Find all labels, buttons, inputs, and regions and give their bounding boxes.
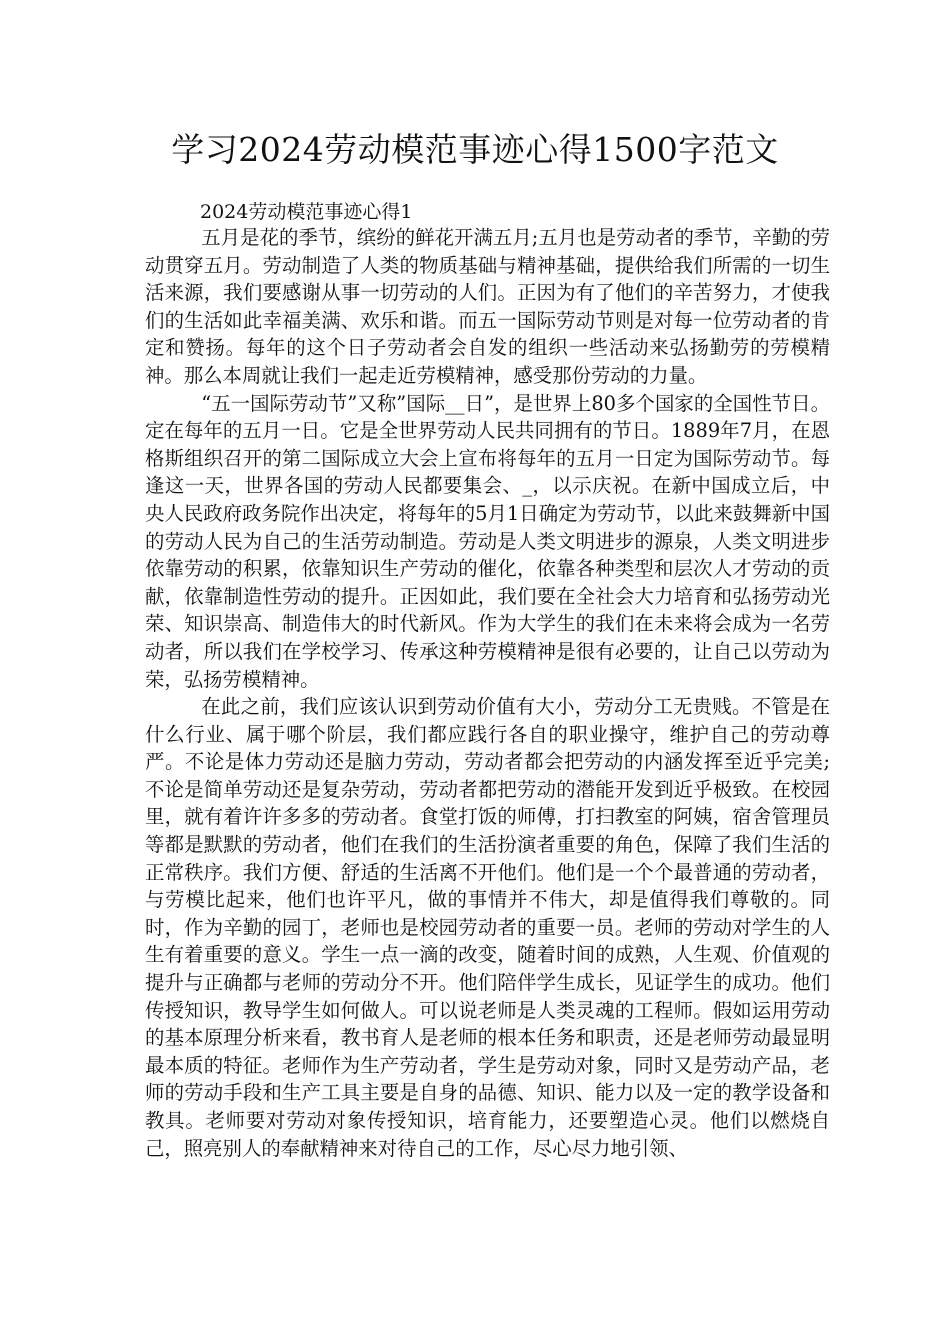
paragraph-2: “五一国际劳动节”又称”国际__日”，是世界上80多个国家的全国性节日。定在每年的五月一日。它是全世界劳动人民共同拥有的节日。1889年7月，在恩格斯组织召开的第二国际成立大会上宣布将每年的五月一日定为国际劳动节。每逢这一天，世界各国的劳动人民都要集会、_，以示庆祝。在新中国成立后，中央人民政府政务院作出决定，将每年的5月1日确定为劳动节，以此来鼓舞新中国的劳动人民为自己的生活劳动制造。劳动是人类文明进步的源泉，人类文明进步依靠劳动的积累，依靠知识生产劳动的催化，依靠各种类型和层次人才劳动的贡献，依靠制造性劳动的提升。正因如此，我们要在全社会大力培育和弘扬劳动光荣、知识崇高、制造伟大的时代新风。作为大学生的我们在未来将会成为一名劳动者，所以我们在学校学习、传承这种劳模精神是很有必要的，让自己以劳动为荣，弘扬劳模精神。 xyxy=(145,391,830,691)
paragraph-3: 在此之前，我们应该认识到劳动价值有大小，劳动分工无贵贱。不管是在什么行业、属于哪个阶层，我们都应践行各自的职业操守，维护自己的劳动尊严。不论是体力劳动还是脑力劳动，劳动者都会把劳动的内涵发挥至近乎完美;不论是简单劳动还是复杂劳动，劳动者都把劳动的潜能开发到近乎极致。在校园里，就有着许许多多的劳动者。食堂打饭的师傅，打扫教室的阿姨，宿舍管理员等都是默默的劳动者，他们在我们的生活扮演者重要的角色，保障了我们生活的正常秩序。我们方便、舒适的生活离不开他们。他们是一个个最普通的劳动者，与劳模比起来，他们也许平凡，做的事情并不伟大，却是值得我们尊敬的。同时，作为辛勤的园丁，老师也是校园劳动者的重要一员。老师的劳动对学生的人生有着重要的意义。学生一点一滴的改变，随着时间的成熟，人生观、价值观的提升与正确都与老师的劳动分不开。他们陪伴学生成长，见证学生的成功。他们传授知识，教导学生如何做人。可以说老师是人类灵魂的工程师。假如运用劳动的基本原理分析来看，教书育人是老师的根本任务和职责，还是老师劳动最显明最本质的特征。老师作为生产劳动者，学生是劳动对象，同时又是劳动产品，老师的劳动手段和生产工具主要是自身的品德、知识、能力以及一定的教学设备和教具。老师要对劳动对象传授知识，培育能力，还要塑造心灵。他们以燃烧自己，照亮别人的奉献精神来对待自己的工作，尽心尽力地引领、 xyxy=(145,695,830,1160)
document-body xyxy=(145,224,830,1162)
paragraph-1: 五月是花的季节，缤纷的鲜花开满五月;五月也是劳动者的季节，辛勤的劳动贯穿五月。劳动制造了人类的物质基础与精神基础，提供给我们所需的一切生活来源，我们要感谢从事一切劳动的人们。正因为有了他们的辛苦努力，才使我们的生活如此幸福美满、欢乐和谐。而五一国际劳动节则是对每一位劳动者的肯定和赞扬。每年的这个日子劳动者会自发的组织一些活动来弘扬勤劳的劳模精神。那么本周就让我们一起走近劳模精神，感受那份劳动的力量。 xyxy=(145,226,830,387)
document-title: 学习2024劳动模范事迹心得1500字范文 xyxy=(171,130,779,169)
section-heading: 2024劳动模范事迹心得1 xyxy=(200,201,413,223)
